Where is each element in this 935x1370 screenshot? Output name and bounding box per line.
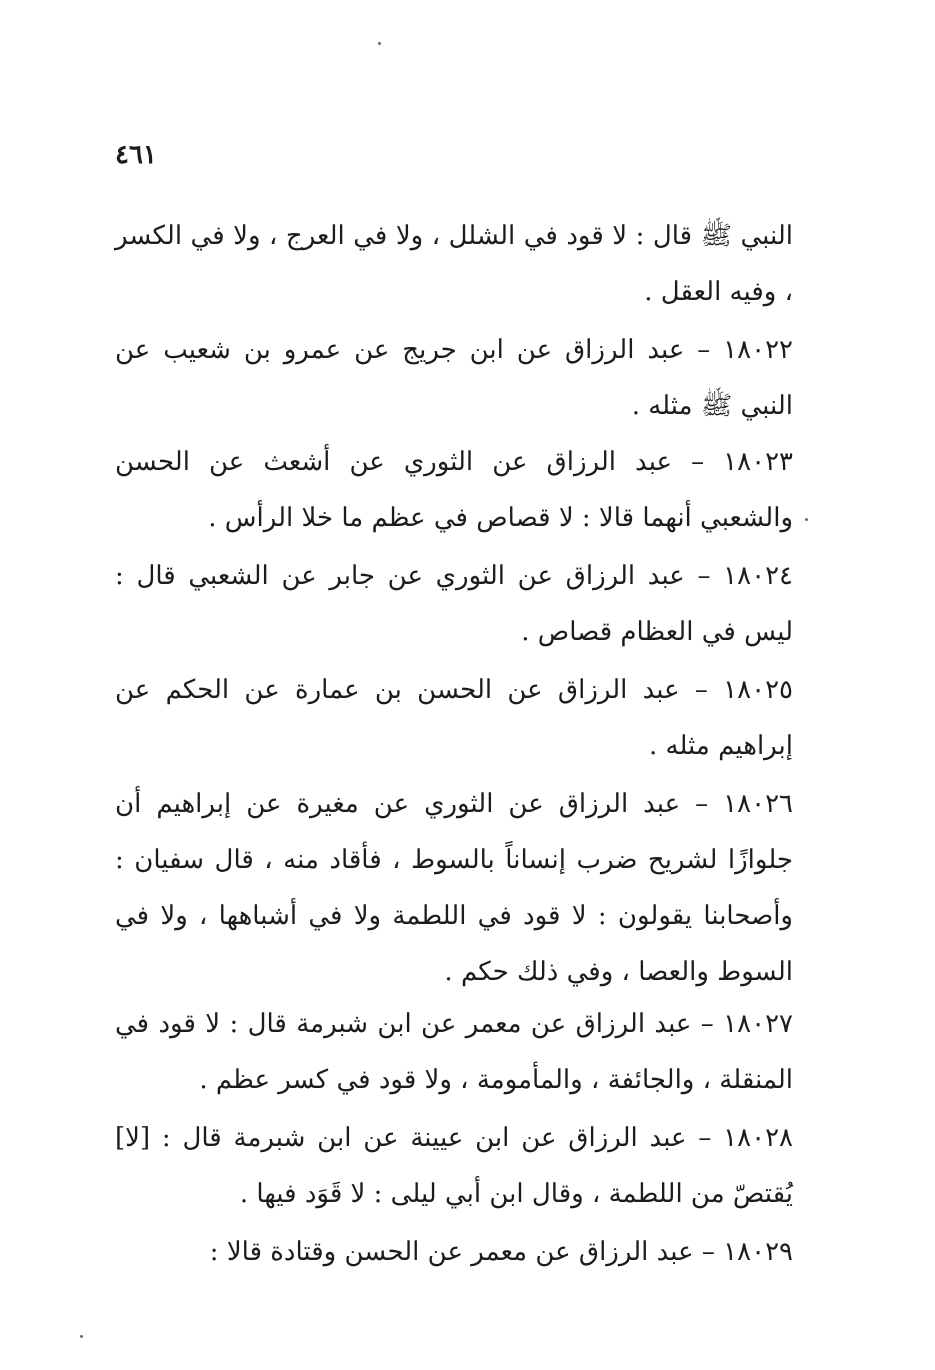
paragraph-8: [115, 1110, 793, 1222]
paragraph-2: [115, 322, 793, 434]
paragraph-6-text: ١٨٠٢٦ – عبد الرزاق عن الثوري عن مغيرة عن إبراهيم أن جلوازًا لشريح ضرب إنساناً بالسوط ، فأقاد منه ، قال سفيان : وأصحابنا يقولون : لا قود في اللطمة ولا في أشباهها ، ولا في السوط والعصا ، وفي ذلك حكم .: [115, 789, 793, 987]
page-number: ٤٦١: [115, 140, 157, 170]
paragraph-7-text: ١٨٠٢٧ – عبد الرزاق عن معمر عن ابن شبرمة قال : لا قود في المنقلة ، والجائفة ، والمأمومة ، ولا قود في كسر عظم .: [115, 1009, 793, 1095]
paragraph-1: [115, 208, 793, 320]
paragraph-8-text: ١٨٠٢٨ – عبد الرزاق عن ابن عيينة عن ابن شبرمة قال : [لا] يُقتصّ من اللطمة ، وقال ابن أبي ليلى : لا قَوَد فيها .: [115, 1123, 793, 1209]
paragraph-3: [115, 434, 793, 546]
paragraph-9: [115, 1224, 793, 1280]
scan-speck: [805, 518, 808, 521]
paragraph-3-text: ١٨٠٢٣ – عبد الرزاق عن الثوري عن أشعث عن الحسن والشعبي أنهما قالا : لا قصاص في عظم ما خلا الرأس .: [115, 447, 793, 533]
paragraph-1-text: النبي ﷺ قال : لا قود في الشلل ، ولا في العرج ، ولا في الكسر ، وفيه العقل .: [115, 221, 793, 307]
paragraph-7: [115, 996, 793, 1108]
paragraph-5-text: ١٨٠٢٥ – عبد الرزاق عن الحسن بن عمارة عن الحكم عن إبراهيم مثله .: [115, 675, 793, 761]
paragraph-2-text: ١٨٠٢٢ – عبد الرزاق عن ابن جريج عن عمرو بن شعيب عن النبي ﷺ مثله .: [115, 335, 793, 421]
scan-speck: [80, 1335, 83, 1338]
paragraph-4-text: ١٨٠٢٤ – عبد الرزاق عن الثوري عن جابر عن الشعبي قال : ليس في العظام قصاص .: [115, 561, 793, 647]
paragraph-6: [115, 776, 793, 1000]
paragraph-5: [115, 662, 793, 774]
paragraph-9-text: ١٨٠٢٩ – عبد الرزاق عن معمر عن الحسن وقتادة قالا :: [209, 1237, 793, 1267]
paragraph-4: [115, 548, 793, 660]
scan-speck: [378, 42, 381, 45]
